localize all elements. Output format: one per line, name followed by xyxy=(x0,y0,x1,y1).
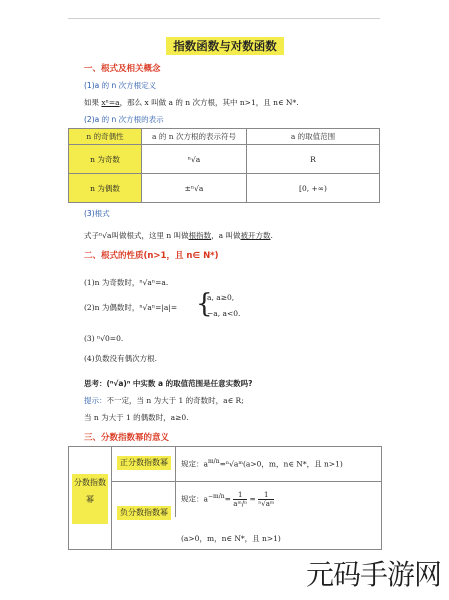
radical-definition xyxy=(84,230,273,241)
radicand-term: 被开方数 xyxy=(240,231,271,240)
table-cell: ⁿ√a xyxy=(142,145,247,174)
radical-text-a: 式子ⁿ√a叫做根式，这里 n 叫做 xyxy=(84,231,189,240)
hint-text-1: 不一定，当 n 为大于 1 的奇数时，a∈ R; xyxy=(106,396,244,405)
hint-line-1 xyxy=(84,395,244,406)
positive-rule-prefix: 规定：a xyxy=(181,459,208,469)
table-cell: R xyxy=(247,145,380,174)
think-question: 思考：(ⁿ√a)ⁿ 中实数 a 的取值范围是任意实数吗? xyxy=(84,379,253,388)
property-2-text: (2)n 为偶数时，ⁿ√aⁿ=|a|= xyxy=(84,303,178,312)
fraction-denominator: aᵐ/ⁿ xyxy=(233,500,248,508)
fractional-exponent-table xyxy=(68,446,382,550)
table-divider xyxy=(175,447,176,517)
negative-exponent-rule xyxy=(181,491,274,508)
table-header-cell: n 的奇偶性 xyxy=(69,129,142,145)
negative-rule-fraction-2 xyxy=(258,491,274,508)
site-watermark: 元码手游网 xyxy=(305,558,441,591)
property-4: (4)负数没有偶次方根. xyxy=(84,354,158,363)
definition-equation: xⁿ=a xyxy=(101,98,120,107)
table-cell: n 为奇数 xyxy=(69,145,142,174)
subsection-1-1: (1)a 的 n 次方根定义 xyxy=(84,81,157,90)
property-1: (1)n 为奇数时，ⁿ√aⁿ=a. xyxy=(84,278,169,287)
section-3-heading: 三、分数指数幂的意义 xyxy=(84,433,170,443)
subsection-1-2: (2)a 的 n 次方根的表示 xyxy=(84,115,164,124)
table-divider xyxy=(111,481,381,482)
definition-suffix: ，那么 x 叫做 a 的 n 次方根，其中 n>1，且 n∈ N*. xyxy=(119,98,299,107)
section-1-heading: 一、根式及相关概念 xyxy=(84,64,161,74)
definition-prefix: 如果 xyxy=(84,98,102,107)
fraction-numerator: 1 xyxy=(258,491,274,500)
positive-exponent-rule xyxy=(181,458,343,470)
definition-line xyxy=(84,97,299,108)
positive-rule-body: =ⁿ√aᵐ(a>0，m，n∈ N*，且 n>1) xyxy=(219,459,343,469)
fraction-denominator: ⁿ√aᵐ xyxy=(258,500,275,508)
radical-index-term: 根指数 xyxy=(188,231,212,240)
table-left-cell xyxy=(69,447,112,549)
negative-exponent-label: 负分数指数幂 xyxy=(117,506,171,520)
table-row xyxy=(69,145,380,174)
negative-rule-condition: (a>0，m，n∈ N*，且 n>1) xyxy=(181,534,281,543)
table-cell: [0, +∞) xyxy=(247,174,380,203)
page-title: 指数函数与对数函数 xyxy=(166,37,284,55)
negative-rule-equals: = xyxy=(224,494,231,504)
positive-exponent-label: 正分数指数幂 xyxy=(117,456,171,470)
hint-line-2: 当 n 为大于 1 的偶数时，a≥0. xyxy=(84,413,189,422)
table-row xyxy=(69,174,380,203)
top-divider xyxy=(68,18,380,19)
fractional-exponent-label: 分数指数幂 xyxy=(72,474,108,524)
table-cell: n 为偶数 xyxy=(69,174,142,203)
property-2-case-2: −a, a<0. xyxy=(207,309,241,318)
nth-root-table xyxy=(68,128,380,203)
table-header-row xyxy=(69,129,380,145)
negative-rule-fraction-1 xyxy=(233,491,247,508)
hint-label: 提示： xyxy=(84,396,107,405)
property-3: (3) ⁿ√0=0. xyxy=(84,334,124,343)
table-cell: ±ⁿ√a xyxy=(142,174,247,203)
section-2-heading: 二、根式的性质(n>1，且 n∈ N*) xyxy=(84,251,219,261)
table-header-cell: a 的取值范围 xyxy=(247,129,380,145)
positive-rule-exponent: m/n xyxy=(207,458,220,465)
negative-rule-equals: = xyxy=(249,494,256,504)
radical-text-e: . xyxy=(270,231,273,240)
property-2-case-1: a, a≥0, xyxy=(207,293,235,302)
radical-text-c: ，a 叫做 xyxy=(211,231,241,240)
cases-brace: { xyxy=(196,289,213,319)
property-2 xyxy=(84,302,177,313)
fraction-numerator: 1 xyxy=(233,491,247,500)
table-header-cell: a 的 n 次方根的表示符号 xyxy=(142,129,247,145)
negative-rule-prefix: 规定：a xyxy=(181,494,208,504)
subsection-1-3: (3)根式 xyxy=(84,209,110,218)
negative-rule-exponent: −m/n xyxy=(207,493,225,500)
